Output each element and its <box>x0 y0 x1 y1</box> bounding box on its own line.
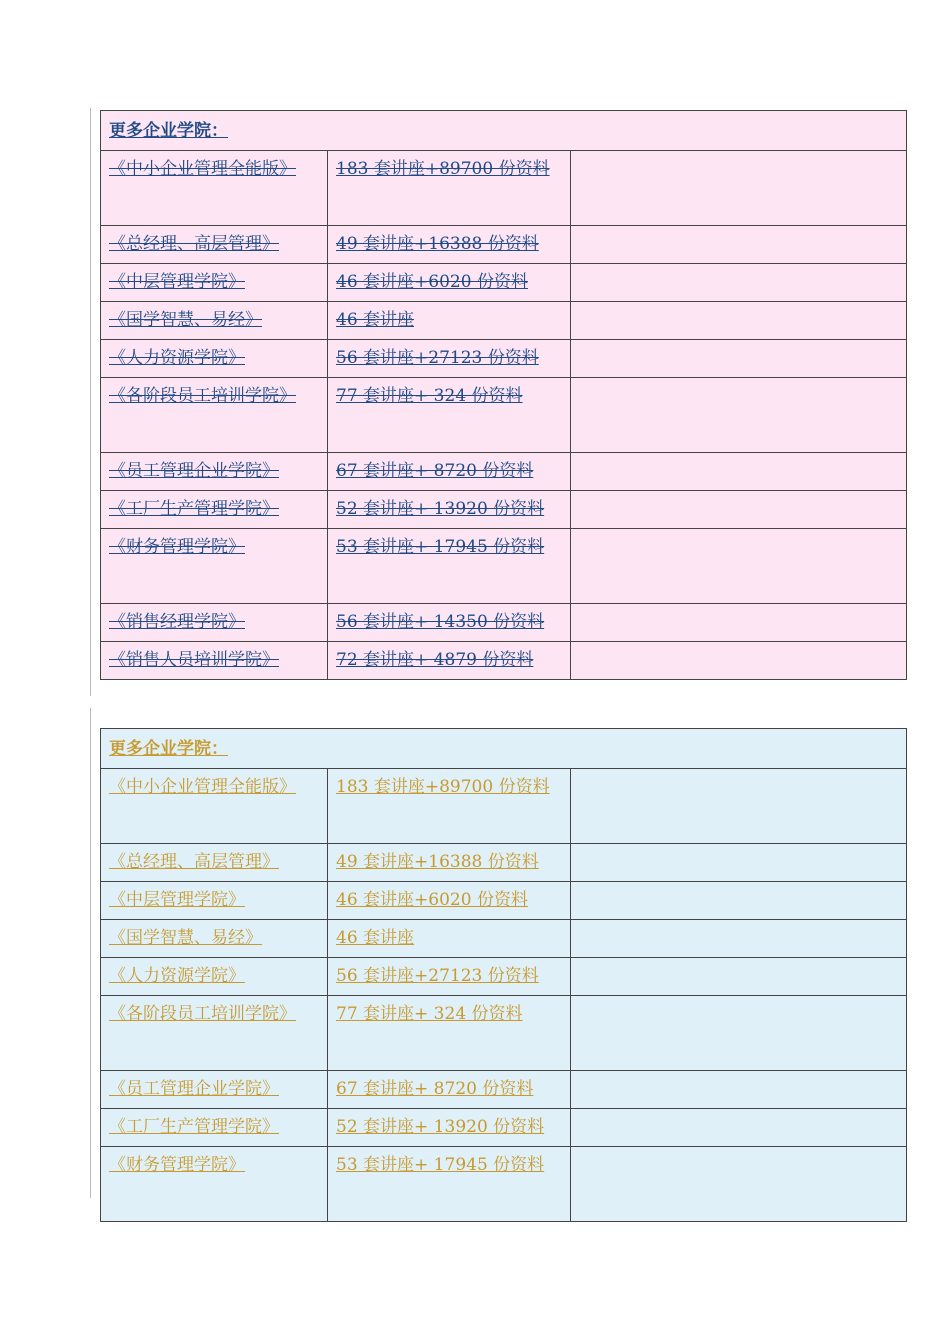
empty-cell <box>571 340 907 378</box>
course-info-link[interactable]: 72 套讲座+ 4879 份资料 <box>336 650 534 670</box>
course-name-link[interactable]: 《总经理、高层管理》 <box>109 852 279 872</box>
course-info-link[interactable]: 46 套讲座+6020 份资料 <box>336 272 528 292</box>
course-info-link[interactable]: 77 套讲座+ 324 份资料 <box>336 386 523 406</box>
table-row <box>101 882 907 920</box>
empty-cell <box>571 491 907 529</box>
course-name-cell <box>101 453 328 491</box>
course-info-link[interactable]: 53 套讲座+ 17945 份资料 <box>336 537 545 557</box>
empty-cell <box>571 302 907 340</box>
course-info-cell <box>328 226 571 264</box>
empty-cell <box>571 1071 907 1109</box>
empty-cell <box>571 378 907 453</box>
course-name-link[interactable]: 《各阶段员工培训学院》 <box>109 1004 296 1024</box>
course-info-cell <box>328 1147 571 1222</box>
course-info-cell <box>328 996 571 1071</box>
course-info-link[interactable]: 56 套讲座+27123 份资料 <box>336 348 539 368</box>
course-name-link[interactable]: 《财务管理学院》 <box>109 1155 245 1175</box>
course-info-cell <box>328 302 571 340</box>
course-info-link[interactable]: 53 套讲座+ 17945 份资料 <box>336 1155 545 1175</box>
course-info-cell <box>328 340 571 378</box>
course-info-link[interactable]: 52 套讲座+ 13920 份资料 <box>336 499 545 519</box>
course-info-cell <box>328 958 571 996</box>
course-name-link[interactable]: 《工厂生产管理学院》 <box>109 499 279 519</box>
empty-cell <box>571 920 907 958</box>
table-row <box>101 264 907 302</box>
course-info-link[interactable]: 52 套讲座+ 13920 份资料 <box>336 1117 545 1137</box>
course-name-cell <box>101 491 328 529</box>
course-info-link[interactable]: 67 套讲座+ 8720 份资料 <box>336 1079 534 1099</box>
table-row <box>101 453 907 491</box>
table-row <box>101 844 907 882</box>
empty-cell <box>571 453 907 491</box>
course-name-link[interactable]: 《中层管理学院》 <box>109 272 245 292</box>
course-name-link[interactable]: 《销售人员培训学院》 <box>109 650 279 670</box>
table-row <box>101 1071 907 1109</box>
course-name-cell <box>101 920 328 958</box>
course-name-link[interactable]: 《总经理、高层管理》 <box>109 234 279 254</box>
table-row <box>101 920 907 958</box>
empty-cell <box>571 769 907 844</box>
more-academies-link[interactable]: 更多企业学院： <box>109 121 228 141</box>
course-info-cell <box>328 1109 571 1147</box>
course-name-link[interactable]: 《各阶段员工培训学院》 <box>109 386 296 406</box>
course-name-cell <box>101 302 328 340</box>
course-info-cell <box>328 920 571 958</box>
course-info-link[interactable]: 183 套讲座+89700 份资料 <box>336 777 550 797</box>
course-table-blue <box>100 728 907 1222</box>
course-info-link[interactable]: 46 套讲座+6020 份资料 <box>336 890 528 910</box>
course-info-cell <box>328 453 571 491</box>
table-row <box>101 996 907 1071</box>
course-name-link[interactable]: 《中层管理学院》 <box>109 890 245 910</box>
empty-cell <box>571 958 907 996</box>
table-row <box>101 604 907 642</box>
course-info-link[interactable]: 67 套讲座+ 8720 份资料 <box>336 461 534 481</box>
table-row <box>101 1109 907 1147</box>
table-row <box>101 491 907 529</box>
course-name-link[interactable]: 《人力资源学院》 <box>109 966 245 986</box>
empty-cell <box>571 604 907 642</box>
course-info-link[interactable]: 46 套讲座 <box>336 310 415 330</box>
course-name-link[interactable]: 《中小企业管理全能版》 <box>109 159 296 179</box>
course-info-cell <box>328 769 571 844</box>
course-info-cell <box>328 378 571 453</box>
course-info-cell <box>328 491 571 529</box>
table-row <box>101 958 907 996</box>
table-row <box>101 340 907 378</box>
table-row <box>101 378 907 453</box>
table-row <box>101 769 907 844</box>
course-info-cell <box>328 882 571 920</box>
more-academies-link[interactable]: 更多企业学院： <box>109 739 228 759</box>
table-row <box>101 151 907 226</box>
course-name-cell <box>101 642 328 680</box>
course-name-link[interactable]: 《国学智慧、易经》 <box>109 928 262 948</box>
empty-cell <box>571 996 907 1071</box>
course-info-cell <box>328 529 571 604</box>
course-info-link[interactable]: 49 套讲座+16388 份资料 <box>336 852 539 872</box>
table-header-row <box>101 729 907 769</box>
empty-cell <box>571 1109 907 1147</box>
course-table-pink <box>100 110 907 680</box>
course-info-link[interactable]: 183 套讲座+89700 份资料 <box>336 159 550 179</box>
course-info-cell <box>328 1071 571 1109</box>
course-name-cell <box>101 1071 328 1109</box>
empty-cell <box>571 226 907 264</box>
course-name-cell <box>101 340 328 378</box>
course-name-cell <box>101 1109 328 1147</box>
empty-cell <box>571 1147 907 1222</box>
course-name-cell <box>101 769 328 844</box>
course-info-link[interactable]: 77 套讲座+ 324 份资料 <box>336 1004 523 1024</box>
course-name-cell <box>101 1147 328 1222</box>
table-row <box>101 302 907 340</box>
course-name-cell <box>101 996 328 1071</box>
course-info-cell <box>328 264 571 302</box>
table-row <box>101 529 907 604</box>
course-name-cell <box>101 378 328 453</box>
empty-cell <box>571 151 907 226</box>
course-name-link[interactable]: 《人力资源学院》 <box>109 348 245 368</box>
course-name-cell <box>101 151 328 226</box>
course-name-link[interactable]: 《财务管理学院》 <box>109 537 245 557</box>
course-name-cell <box>101 882 328 920</box>
course-name-cell <box>101 226 328 264</box>
course-info-link[interactable]: 49 套讲座+16388 份资料 <box>336 234 539 254</box>
course-info-link[interactable]: 46 套讲座 <box>336 928 415 948</box>
course-name-link[interactable]: 《销售经理学院》 <box>109 612 245 632</box>
table-row <box>101 642 907 680</box>
table-heading-cell <box>101 729 907 769</box>
course-info-link[interactable]: 56 套讲座+ 14350 份资料 <box>336 612 545 632</box>
empty-cell <box>571 642 907 680</box>
margin-line <box>90 108 91 696</box>
course-info-cell <box>328 604 571 642</box>
course-info-cell <box>328 844 571 882</box>
margin-line <box>90 708 91 1198</box>
course-name-cell <box>101 958 328 996</box>
course-name-link[interactable]: 《员工管理企业学院》 <box>109 461 279 481</box>
course-name-cell <box>101 529 328 604</box>
table-header-row <box>101 111 907 151</box>
course-name-cell <box>101 604 328 642</box>
course-name-cell <box>101 264 328 302</box>
table-heading-cell <box>101 111 907 151</box>
course-info-link[interactable]: 56 套讲座+27123 份资料 <box>336 966 539 986</box>
course-name-link[interactable]: 《中小企业管理全能版》 <box>109 777 296 797</box>
empty-cell <box>571 529 907 604</box>
empty-cell <box>571 844 907 882</box>
course-info-cell <box>328 642 571 680</box>
course-name-link[interactable]: 《工厂生产管理学院》 <box>109 1117 279 1137</box>
course-name-cell <box>101 844 328 882</box>
course-info-cell <box>328 151 571 226</box>
course-name-link[interactable]: 《员工管理企业学院》 <box>109 1079 279 1099</box>
table-row <box>101 226 907 264</box>
empty-cell <box>571 882 907 920</box>
empty-cell <box>571 264 907 302</box>
course-name-link[interactable]: 《国学智慧、易经》 <box>109 310 262 330</box>
table-row <box>101 1147 907 1222</box>
